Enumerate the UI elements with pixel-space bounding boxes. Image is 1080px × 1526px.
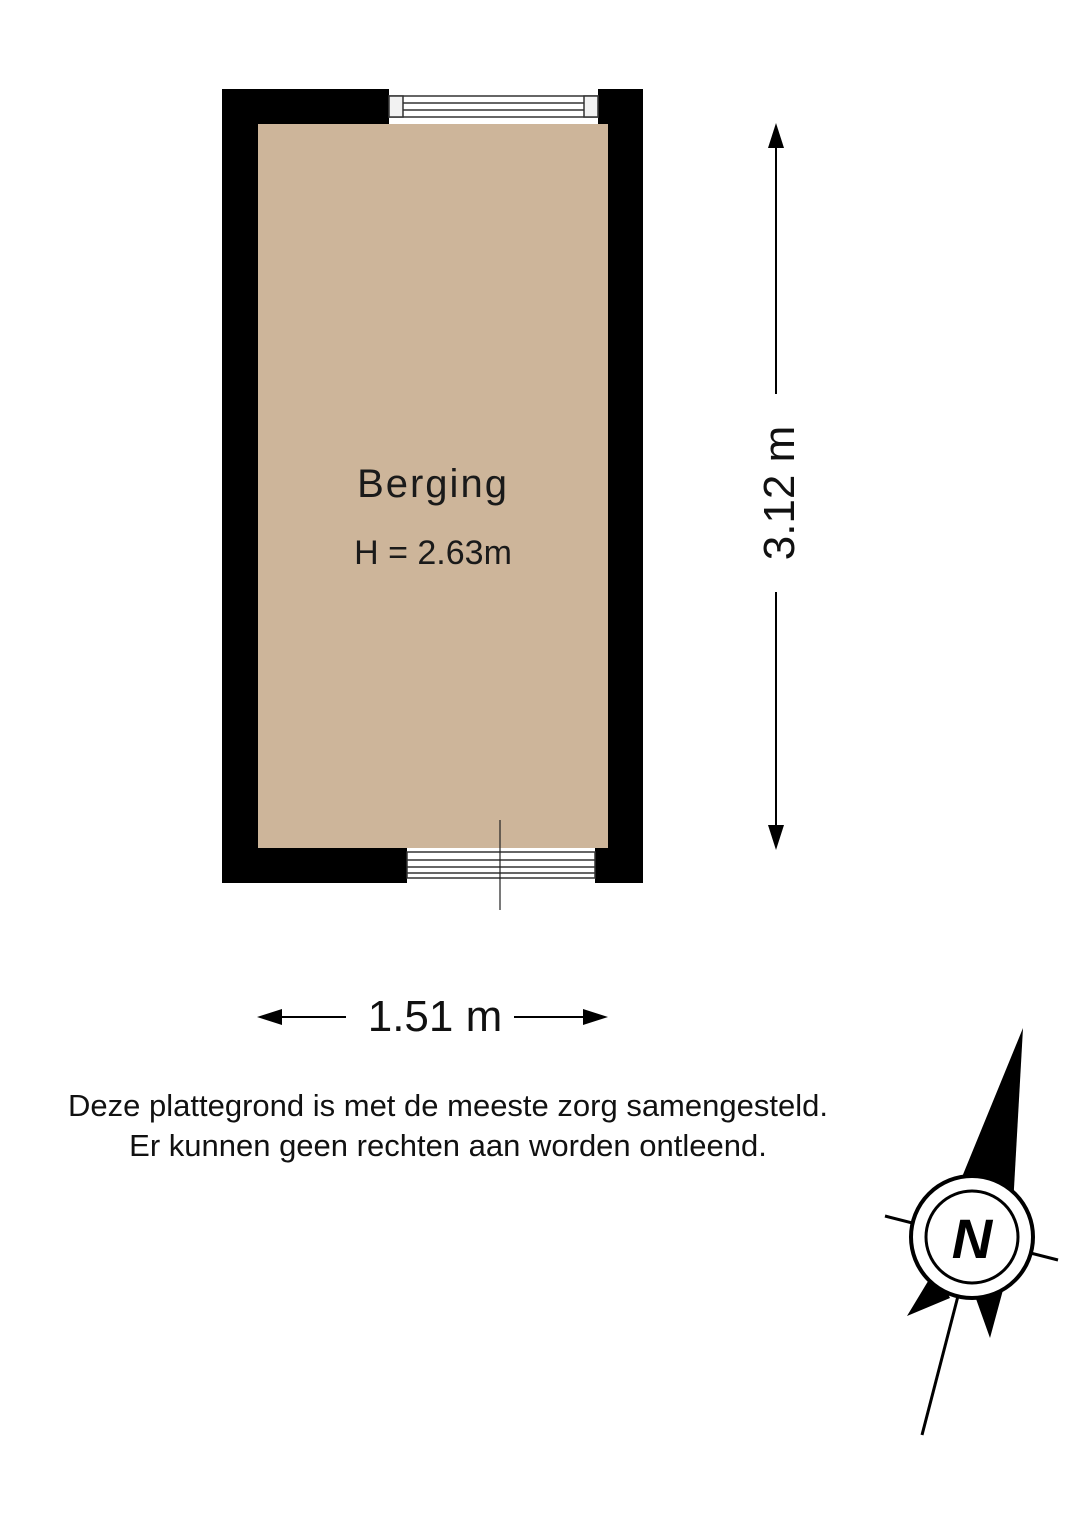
width-dimension-label: 1.51 m — [367, 992, 503, 1041]
compass-letter: N — [951, 1207, 993, 1270]
top-wall-right — [598, 89, 643, 124]
depth-dimension-label: 3.12 m — [755, 425, 804, 561]
north-arrow-compass-icon — [885, 1028, 1058, 1435]
right-wall — [608, 89, 643, 883]
bottom-wall-right — [595, 848, 643, 883]
room-height-label: H = 2.63m — [354, 534, 512, 572]
left-wall — [222, 89, 258, 883]
room-name: Berging — [357, 462, 509, 506]
disclaimer-line-1: Deze plattegrond is met de meeste zorg samengesteld. — [68, 1088, 828, 1123]
disclaimer-line-2: Er kunnen geen rechten aan worden ontleend. — [129, 1128, 767, 1163]
top-window — [389, 96, 598, 117]
top-wall-left — [222, 89, 389, 124]
disclaimer — [0, 1086, 896, 1166]
bottom-wall-left — [222, 848, 407, 883]
